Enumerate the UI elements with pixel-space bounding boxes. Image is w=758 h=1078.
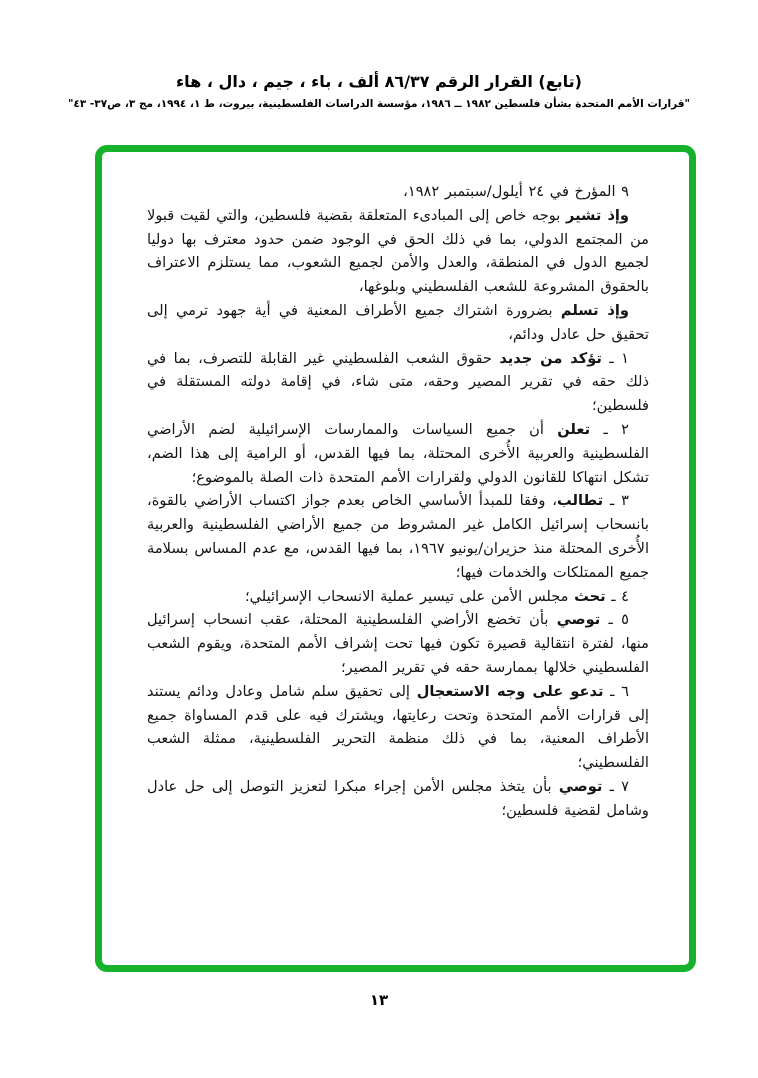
paragraph-text: إلى تحقيق سلم شامل وعادل ودائم يستند إلى قرارات الأمم المتحدة وتحت رعايتها، ويشترك فيه على قدم المساواة جميع الأطراف المعنية، بما في ذلك منظمة التحرير الفلسطينية، ممثلة الشعب الفلسطيني؛ <box>147 682 649 772</box>
paragraph-text: بوجه خاص إلى المبادىء المتعلقة بقضية فلسطين، والتي لقيت قبولا من المجتمع الدولي، بما في ذلك الحق في الوجود ضمن حدود معترف بها دوليا لجميع الدول في المنطقة، والعدل والأمن لجميع الشعوب، مما يستلزم الاعتراف بالحقوق المشروعة للشعب الفلسطيني وبلوغها، <box>147 206 649 296</box>
paragraph <box>147 180 649 204</box>
document-footer <box>0 990 758 1009</box>
paragraph-lead: وإذ تشير <box>565 206 630 224</box>
paragraph-text: ، وفقا للمبدأ الأساسي الخاص بعدم جواز اكتساب الأراضي بالقوة، بانسحاب إسرائيل الكامل غير المشروط من جميع الأراضي الفلسطينية والعربية الأُخرى المحتلة منذ حزيران/يونيو ١٩٦٧، بما فيها القدس، مع عدم المساس بسلامة جميع الممتلكات والخدمات فيها؛ <box>147 492 650 581</box>
paragraph <box>147 204 649 299</box>
paragraph-number: ١ ـ <box>601 349 629 367</box>
paragraph-lead: تطالب <box>557 492 604 510</box>
paragraph-text: أن جميع السياسات والممارسات الإسرائيلية لضم الأراضي الفلسطينية والعربية الأُخرى المحتلة، بما فيها القدس، أو الرامية إلى هذا الضم، تشكل انتهاكا للقانون الدولي ولقرارات الأمم المتحدة ذات الصلة بالموضوع؛ <box>147 420 649 486</box>
paragraph-lead: تدعو على وجه الاستعجال <box>416 682 604 700</box>
header-citation: "قرارات الأمم المتحدة بشأن فلسطين ١٩٨٢ ــ ١٩٨٦، مؤسسة الدراسات الفلسطينية، بيروت، ط ١، ١٩٩٤، مج ٣، ص٣٧- ٤٣" <box>67 98 691 110</box>
document-body <box>147 180 649 823</box>
green-highlight-border-box <box>95 145 696 972</box>
page-number: ١٣ <box>369 991 389 1009</box>
paragraph-text: حقوق الشعب الفلسطيني غير القابلة للتصرف، بما في ذلك حقه في تقرير المصير وحقه، متى شاء، في إقامة دولته المستقلة في فلسطين؛ <box>147 349 649 415</box>
paragraph-text: ٩ المؤرخ في ٢٤ أيلول/سبتمبر ١٩٨٢، <box>403 183 629 200</box>
paragraph-lead: توصي <box>556 611 601 629</box>
paragraph-lead: تعلن <box>557 420 591 438</box>
paragraph-lead: توصي <box>558 777 603 795</box>
paragraph-lead: تؤكد من جديد <box>499 349 602 367</box>
paragraph-number: ٢ ـ <box>590 420 629 438</box>
paragraph <box>147 347 649 418</box>
paragraph-text: بأن تخضع الأراضي الفلسطينية المحتلة، عقب انسحاب إسرائيل منها، لفترة انتقالية قصيرة تكون فيها تحت إشراف الأمم المتحدة، ويقوم الشعب الفلسطيني خلالها بممارسة حقه في تقرير المصير؛ <box>147 611 649 676</box>
paragraph-number: ٥ ـ <box>600 611 629 629</box>
paragraph-text: بأن يتخذ مجلس الأمن إجراء مبكرا لتعزيز التوصل إلى حل عادل وشامل لقضية فلسطين؛ <box>147 777 649 819</box>
header-title: (تابع) القرار الرقم ٨٦/٣٧ ألف ، باء ، جيم ، دال ، هاء <box>176 72 582 91</box>
paragraph-number: ٣ ـ <box>603 492 629 510</box>
paragraph <box>147 775 649 823</box>
paragraph <box>147 680 649 775</box>
paragraph-lead: وإذ تسلم <box>560 301 629 319</box>
paragraph <box>147 585 649 609</box>
paragraph-number: ٦ ـ <box>603 682 629 700</box>
paragraph-lead: تحث <box>574 587 606 605</box>
paragraph-number: ٤ ـ <box>605 587 629 605</box>
paragraph-number: ٧ ـ <box>602 777 629 795</box>
paragraph-text: مجلس الأمن على تيسير عملية الانسحاب الإسرائيلي؛ <box>244 587 575 605</box>
paragraph <box>147 489 649 584</box>
paragraph <box>147 299 649 347</box>
document-header <box>0 72 758 110</box>
paragraph-text: بضرورة اشتراك جميع الأطراف المعنية في أية جهود ترمي إلى تحقيق حل عادل ودائم، <box>147 301 649 343</box>
paragraph <box>147 608 649 679</box>
paragraph <box>147 418 649 489</box>
